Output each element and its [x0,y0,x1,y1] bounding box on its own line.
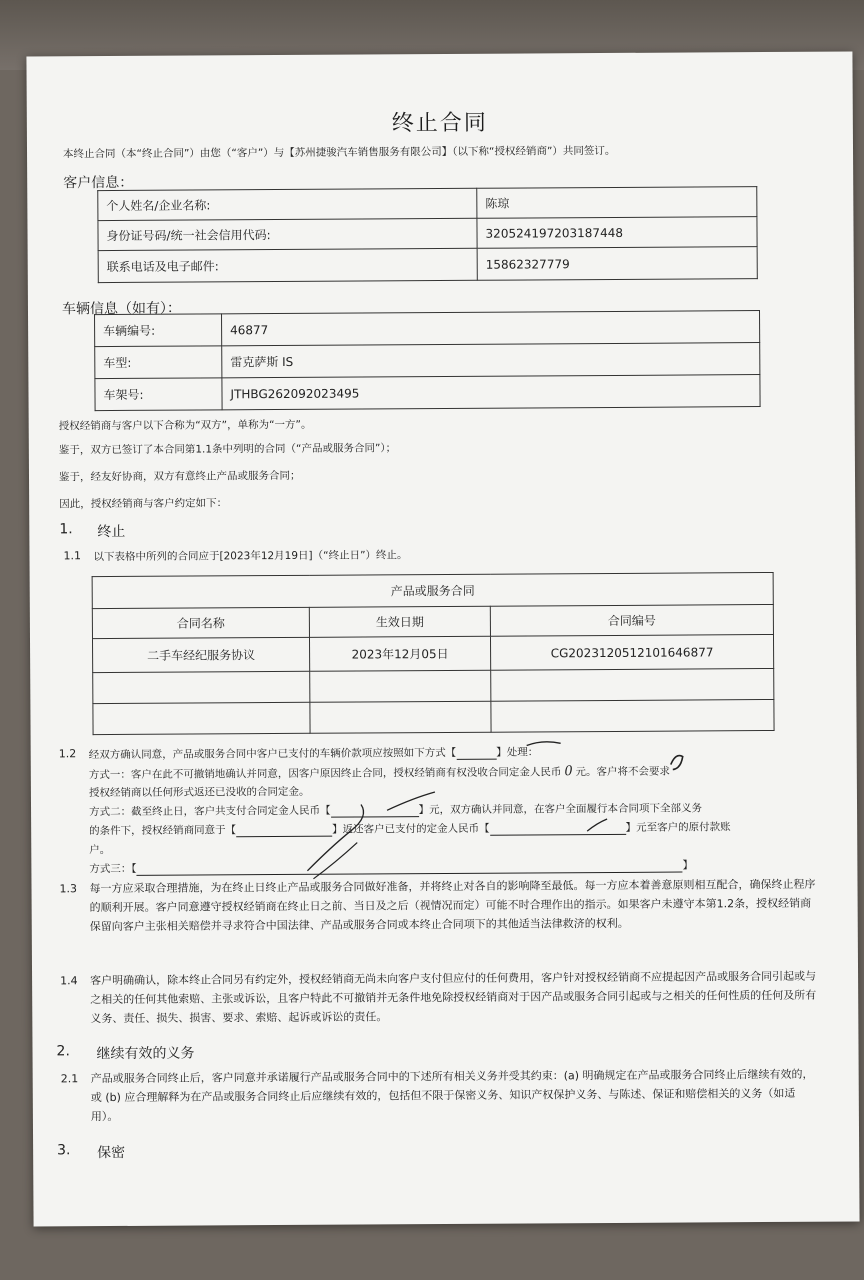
clause-1-3-number: 1.3 [59,882,78,896]
method-1-line-2: 授权经销商以任何形式返还已没收的合同定金。 [88,785,310,800]
blank-field [490,834,626,836]
handwritten-amount: 0 [564,763,573,780]
customer-phone-value: 15862327779 [477,247,757,281]
clause-1-4-number: 1.4 [60,974,78,988]
vehicle-model-value: 雷克萨斯 IS [222,343,760,378]
customer-label-cell: 联系电话及电子邮件: [98,248,477,282]
section-3-number: 3. [57,1142,71,1159]
clause-1-1-number: 1.1 [63,549,82,563]
method-1-line [89,763,670,784]
method-blank [456,759,496,760]
clause-1-2-text: 】处理： [496,746,539,759]
table-row [95,375,760,411]
method-3-text: 】 [682,859,694,872]
method-2-line [89,800,702,819]
intro-paragraph: 本终止合同（本“终止合同”）由您（“客户”）与【苏州捷骏汽车销售服务有限公司】（以下称“授权经销商”）共同签订。 [62,144,616,161]
empty-cell [93,702,310,734]
contracts-table [92,572,775,735]
clause-1-1-text: 以下表格中所列的合同应于[2023年12月19日]（“终止日”）终止。 [93,549,408,564]
clause-1-2-text: 经双方确认同意，产品或服务合同中客户已支付的车辆价款项应按照如下方式【 [88,746,457,762]
vehicle-info-heading: 车辆信息（如有）： [61,300,182,318]
column-header: 合同编号 [490,604,773,636]
empty-cell [491,668,774,701]
method-1-text: 方式一：客户在此不可撤销地确认并同意，因客户原因终止合同，授权经销商有权没收合同定金人民币 [88,766,562,782]
recital-4: 因此，授权经销商与客户约定如下： [59,497,228,511]
column-header: 合同名称 [92,607,309,638]
table-row [98,247,757,283]
vehicle-vin-value: JTHBG262092023495 [222,375,760,410]
table-row [98,217,757,251]
column-header: 生效日期 [309,606,490,637]
table-title-row [92,572,773,608]
clause-1-3-text: 每一方应采取合理措施，为在终止日终止产品或服务合同做好准备，并将终止对各自的影响降至最低。每一方应本着善意原则相互配合，确保终止程序的顺利开展。客户同意遵守授权经销商在终止日之前、当日及之后（视情况而定）可能不时合理作出的指示。如果客户未遵守本第1.2条，授权经销商保留向客户主张相关赔偿并寻求符合中国法律、产品或服务合同或本终止合同项下的其他适当法律救济的权利。 [89,877,816,934]
customer-info-heading: 客户信息： [63,174,134,192]
vehicle-info-table [94,310,761,411]
table-row [93,699,774,734]
clause-1-4-text: 客户明确确认，除本终止合同另有约定外，授权经销商无尚未向客户支付但应付的任何费用，客户针对授权经销商不应提起因产品或服务合同引起或与之相关的任何其他索赔、主张或诉讼，且客户特此不可撤销并无条件地免除授权经销商对于因产品或服务合同引起或与之相关的任何性质的任何及所有义务、责任、损失、损害、要求、索赔、起诉或诉讼的责任。 [90,969,817,1026]
method-2-text: 】元，双方确认并同意，在客户全面履行本合同项下全部义务 [418,802,703,817]
recital-1: 授权经销商与客户以下合称为“双方”，单称为“一方”。 [58,418,312,433]
section-3-title: 保密 [97,1144,126,1162]
vehicle-number-value: 46877 [222,311,760,346]
vehicle-label-cell: 车型: [95,346,222,379]
customer-label-cell: 身份证号码/统一社会信用代码: [98,218,477,250]
section-2-title: 继续有效的义务 [96,1045,195,1063]
table-row [98,187,757,221]
clause-1-2-line-1 [89,744,539,762]
empty-cell [93,671,310,703]
method-2-text: 】返还客户已支付的定金人民币【 [332,822,490,836]
table-row [95,343,760,379]
blank-field [331,816,419,818]
table-row [92,634,773,672]
empty-cell [310,701,491,733]
vehicle-label-cell: 车辆编号: [95,314,222,347]
method-3-line [89,857,693,876]
customer-info-table [97,186,758,283]
empty-cell [491,699,774,732]
section-1-number: 1. [59,521,73,538]
table-row [93,668,774,703]
method-1-text: 元。客户将不会要求 [575,765,671,779]
method-2-text: 的条件下，授权经销商同意于【 [89,824,237,838]
recital-2: 鉴于，双方已签订了本合同第1.1条中列明的合同（“产品或服务合同”）； [58,442,397,457]
method-2-line-3: 户。 [89,844,111,857]
table-row [95,311,760,347]
table-header-row [92,604,773,638]
clause-2-1-number: 2.1 [60,1072,79,1086]
clause-1-2-number: 1.2 [58,747,77,761]
customer-label-cell: 个人姓名/企业名称: [98,188,477,220]
method-3-text: 方式三：【 [89,862,137,876]
method-2-line-2 [89,819,731,838]
document-title: 终止合同 [391,110,488,137]
blank-field [236,836,332,838]
method-2-text: 方式二：截至终止日，客户共支付合同定金人民币【 [89,804,331,819]
contract-name-cell: 二手车经纪服务协议 [92,637,309,672]
contracts-table-title: 产品或服务合同 [92,572,773,608]
customer-name-value: 陈琼 [477,187,757,219]
clause-2-1-text: 产品或服务合同终止后，客户同意并承诺履行产品或服务合同中的下述所有相关义务并受其约束：(a) 明确规定在产品或服务合同终止后继续有效的，或 (b) 应合理解释为在产品或服务合同终止后应继续有效的，包括但不限于保密义务、知识产权保护义务、与陈述、保证和赔偿相关的义务（如适用）。 [90,1067,814,1124]
section-1-title: 终止 [97,523,126,541]
empty-cell [310,670,491,702]
contract-number-cell: CG2023120512101646877 [490,634,773,670]
method-2-text: 】元至客户的原付款账 [625,821,731,834]
customer-id-value: 320524197203187448 [477,217,757,249]
recital-3: 鉴于，经友好协商，双方有意终止产品或服务合同； [58,469,301,484]
contract-page [26,51,859,1226]
vehicle-label-cell: 车架号: [95,378,222,411]
effective-date-cell: 2023年12月05日 [309,636,490,671]
section-2-number: 2. [56,1043,70,1060]
